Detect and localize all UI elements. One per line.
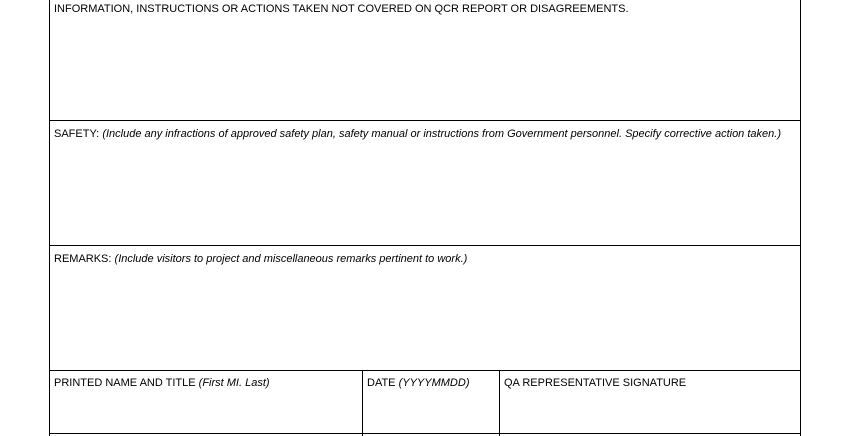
column-divider [362, 370, 363, 436]
information-textarea[interactable] [51, 18, 799, 119]
safety-label [54, 128, 781, 141]
date-note: (YYYYMMDD) [398, 377, 470, 389]
information-label-text: INFORMATION, INSTRUCTIONS OR ACTIONS TAKEN NOT COVERED ON QCR REPORT OR DISAGREEMENTS. [54, 3, 629, 15]
date-label [367, 377, 469, 390]
printed-name-label [54, 377, 270, 390]
information-label [54, 3, 629, 16]
printed-name-field[interactable] [51, 392, 361, 432]
remarks-note: (Include visitors to project and miscellaneous remarks pertinent to work.) [114, 253, 468, 265]
safety-textarea[interactable] [51, 143, 799, 244]
signature-label [504, 377, 686, 390]
divider [49, 370, 801, 371]
date-label-text: DATE [367, 377, 396, 389]
signature-field[interactable] [501, 392, 799, 432]
remarks-textarea[interactable] [51, 268, 799, 369]
signature-label-text: QA REPRESENTATIVE SIGNATURE [504, 377, 687, 389]
date-field[interactable] [364, 392, 498, 432]
remarks-label [54, 253, 467, 266]
remarks-label-text: REMARKS: [54, 253, 112, 265]
divider [49, 433, 801, 434]
printed-name-note: (First MI. Last) [198, 377, 270, 389]
safety-note: (Include any infractions of approved safety plan, safety manual or instructions from Government personnel. Specify corrective action taken.) [102, 128, 781, 140]
column-divider [499, 370, 500, 436]
divider [49, 245, 801, 246]
safety-label-text: SAFETY: [54, 128, 100, 140]
divider [49, 120, 801, 121]
printed-name-label-text: PRINTED NAME AND TITLE [54, 377, 196, 389]
